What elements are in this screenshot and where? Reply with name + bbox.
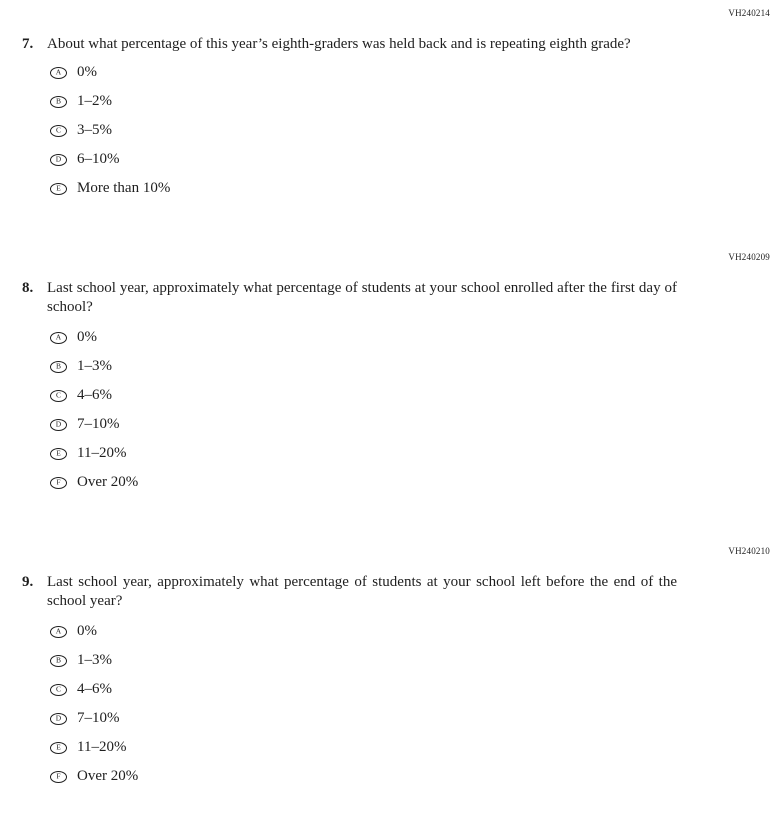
- option-label: 0%: [77, 64, 97, 80]
- question-number: 8.: [22, 280, 34, 296]
- option-row[interactable]: [50, 65, 783, 80]
- answer-bubble-icon[interactable]: [50, 448, 67, 460]
- option-row[interactable]: [50, 624, 783, 639]
- option-row[interactable]: [50, 682, 783, 697]
- option-letter: C: [55, 125, 61, 135]
- answer-bubble-icon[interactable]: [50, 183, 67, 195]
- option-row[interactable]: [50, 94, 783, 109]
- answer-bubble-icon[interactable]: [50, 96, 67, 108]
- option-label: Over 20%: [77, 768, 139, 784]
- question-9-section: [0, 546, 783, 784]
- option-label: 1–3%: [77, 652, 112, 668]
- answer-bubble-icon[interactable]: [50, 771, 67, 783]
- option-label: Over 20%: [77, 474, 139, 490]
- option-row[interactable]: [50, 330, 783, 345]
- question-number: 9.: [22, 574, 34, 590]
- answer-bubble-icon[interactable]: [50, 67, 67, 79]
- question-number: 7.: [22, 36, 34, 52]
- answer-bubble-icon[interactable]: [50, 361, 67, 373]
- option-label: 0%: [77, 329, 97, 345]
- option-label: More than 10%: [77, 180, 171, 196]
- option-letter: B: [55, 96, 61, 106]
- option-letter: D: [55, 154, 62, 164]
- question-text: About what percentage of this year’s eighth-graders was held back and is repeating eighth grade?: [47, 36, 631, 52]
- answer-bubble-icon[interactable]: [50, 390, 67, 402]
- option-row[interactable]: [50, 359, 783, 374]
- option-label: 1–3%: [77, 358, 112, 374]
- item-code: VH240209: [728, 252, 770, 262]
- option-letter: E: [56, 183, 61, 193]
- option-letter: A: [55, 67, 62, 77]
- option-label: 4–6%: [77, 387, 112, 403]
- option-label: 4–6%: [77, 681, 112, 697]
- option-label: 11–20%: [77, 445, 127, 461]
- option-letter: A: [55, 626, 62, 636]
- option-label: 3–5%: [77, 122, 112, 138]
- option-row[interactable]: [50, 181, 783, 196]
- answer-bubble-icon[interactable]: [50, 626, 67, 638]
- option-letter: A: [55, 332, 62, 342]
- question-row: [22, 279, 783, 317]
- answer-bubble-icon[interactable]: [50, 742, 67, 754]
- option-row[interactable]: [50, 769, 783, 784]
- option-letter: D: [55, 419, 62, 429]
- answer-bubble-icon[interactable]: [50, 419, 67, 431]
- option-label: 7–10%: [77, 710, 120, 726]
- option-row[interactable]: [50, 475, 783, 490]
- item-code: VH240210: [728, 546, 770, 556]
- answer-bubble-icon[interactable]: [50, 477, 67, 489]
- option-label: 0%: [77, 623, 97, 639]
- option-row[interactable]: [50, 446, 783, 461]
- option-letter: B: [55, 361, 61, 371]
- option-row[interactable]: [50, 653, 783, 668]
- question-8-section: [0, 252, 783, 490]
- answer-bubble-icon[interactable]: [50, 332, 67, 344]
- answer-bubble-icon[interactable]: [50, 154, 67, 166]
- option-letter: D: [55, 713, 62, 723]
- option-row[interactable]: [50, 123, 783, 138]
- option-letter: C: [55, 684, 61, 694]
- option-label: 7–10%: [77, 416, 120, 432]
- option-label: 1–2%: [77, 93, 112, 109]
- option-letter: F: [56, 477, 61, 487]
- option-row[interactable]: [50, 740, 783, 755]
- option-letter: E: [56, 448, 61, 458]
- answer-bubble-icon[interactable]: [50, 684, 67, 696]
- option-row[interactable]: [50, 711, 783, 726]
- option-letter: C: [55, 390, 61, 400]
- option-row[interactable]: [50, 388, 783, 403]
- item-code: VH240214: [728, 8, 770, 18]
- option-row[interactable]: [50, 152, 783, 167]
- question-text: Last school year, approximately what percentage of students at your school enrolled after the first day of school?: [47, 280, 677, 315]
- question-row: [22, 35, 783, 54]
- option-row[interactable]: [50, 417, 783, 432]
- option-letter: B: [55, 655, 61, 665]
- option-letter: F: [56, 771, 61, 781]
- question-text: Last school year, approximately what percentage of students at your school left before the end of the school year?: [47, 574, 677, 609]
- answer-bubble-icon[interactable]: [50, 713, 67, 725]
- answer-bubble-icon[interactable]: [50, 125, 67, 137]
- answer-bubble-icon[interactable]: [50, 655, 67, 667]
- option-letter: E: [56, 742, 61, 752]
- question-7-section: [0, 8, 783, 196]
- options-list: [50, 330, 783, 490]
- option-label: 6–10%: [77, 151, 120, 167]
- option-label: 11–20%: [77, 739, 127, 755]
- question-row: [22, 573, 783, 611]
- options-list: [50, 65, 783, 196]
- options-list: [50, 624, 783, 784]
